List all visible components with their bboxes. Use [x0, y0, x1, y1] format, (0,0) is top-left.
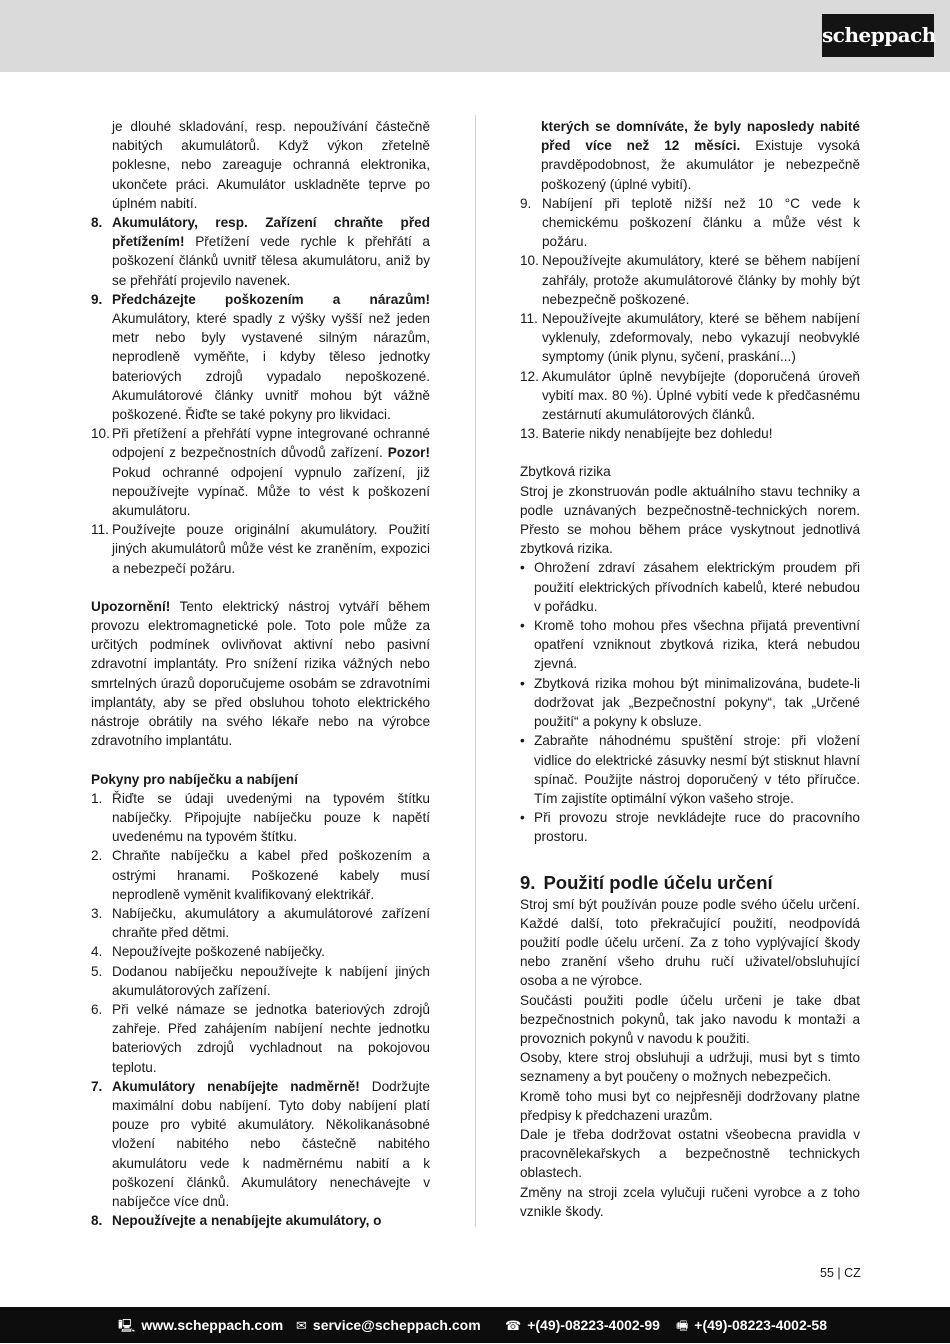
- item-text: Nepoužívejte akumulátory, které se během nabíjení zahřály, protože akumulátorové články by mohly být nebezpečně poškozené.: [542, 253, 860, 307]
- left-column: [91, 117, 430, 1230]
- item-text: Při přetížení a přehřátí vypne integrované ochranné odpojení z bezpečnostních důvodů zařízení.: [112, 426, 430, 461]
- item-text: Nabíjení při teplotě nižší než 10 °C vede k chemickému poškození článku a může vést k požáru.: [542, 195, 860, 250]
- item-number: 6.: [91, 1001, 103, 1017]
- section-paragraph: Kromě toho musi byt co nejpřesněji dodržovany platne předpisy k předchazeni urazům.: [520, 1088, 860, 1123]
- item-number: 11.: [520, 311, 538, 327]
- charger-heading: [91, 770, 430, 789]
- section-number: 9.: [520, 871, 536, 893]
- list-item: [91, 1211, 430, 1230]
- item-text: Existuje vysoká pravděpodobnost, že akumulátor je nebezpečně poškozený (úplné vybití).: [541, 138, 860, 192]
- item-text: Přetížení vede rychle k přehřátí a poškození článků uvnitř tělesa akumulátoru, aniž by se přehřátí projevilo navenek.: [112, 234, 430, 288]
- item-number: 11.: [91, 522, 109, 538]
- bullet-icon: •: [520, 733, 525, 749]
- item-number: 10.: [520, 253, 539, 269]
- bullet-text: Zbytková rizika mohou být minimalizována, budete-li dodržovat jak „Bezpečnostní pokyny“, tak „Určené použití“ a pokyny k obsluze.: [534, 675, 860, 730]
- list-item: [91, 962, 430, 1000]
- footer-phone[interactable]: [505, 1307, 660, 1344]
- item-number: 7.: [91, 1078, 103, 1094]
- footer-web-text[interactable]: www.scheppach.com: [141, 1317, 284, 1333]
- page-number: 55 | CZ: [820, 1266, 861, 1280]
- bullet-icon: •: [520, 810, 525, 826]
- list-item: [91, 846, 430, 904]
- list-item-continuation: je dlouhé skladování, resp. nepoužívání částečně nabitých akumulátorů. Když výkon zřetelně poklesne, nebo zareaguje ochranná elektronika, ukončete práci. Akumulátor uskladněte teprve po úplném nabití.: [112, 119, 430, 211]
- footer-fax-text: +(49)-08223-4002-58: [694, 1317, 827, 1333]
- item-emphasis: Akumulátory nenabíjejte nadměrně!: [112, 1078, 360, 1094]
- item-emphasis: Předcházejte poškozením a nárazům!: [112, 291, 430, 307]
- list-item: [520, 194, 860, 252]
- item-number: 12.: [520, 368, 539, 384]
- fax-icon: 🖷: [676, 1318, 689, 1333]
- telephone-icon: ☎: [505, 1318, 522, 1333]
- item-text: Nepoužívejte poškozené nabíječky.: [112, 944, 325, 960]
- section-paragraph: Změny na stroji zcela vylučuji ručeni vyrobce a z toho vznikle škody.: [520, 1184, 860, 1219]
- item-text: Dodržujte maximální dobu nabíjení. Tyto doby nabíjení platí pouze pro vybité akumulátory. Několikanásobné vložení nabitého nebo částečně nabitého akumulátoru vede k nadměrnému nabití a k poškození článků. Akumulátory nenechávejte v nabíječce více dnů.: [112, 1078, 430, 1209]
- column-divider: [475, 115, 476, 1227]
- item-text: Nabíječku, akumulátory a akumulátorové zařízení chraňte před dětmi.: [112, 905, 430, 941]
- item-number: 3.: [91, 905, 103, 921]
- item-text: Akumulátory, které spadly z výšky vyšší než jeden metr nebo byly vystavené silným nárazům, neprodleně vyměňte, i kdyby těleso jednotky bateriových zdrojů vypadalo nepoškozené. Akumulátorové články uvnitř mohou být vážně poškozené. Řiďte se také pokyny pro likvidaci.: [112, 311, 430, 423]
- item-number: 9.: [520, 195, 532, 211]
- item-text: Používejte pouze originální akumulátory. Použití jiných akumulátorů může vést ke zraněním, expozici a nebezpečí požáru.: [112, 522, 430, 576]
- item-text: Dodanou nabíječku nepoužívejte k nabíjení jiných akumulátorových zařízení.: [112, 963, 430, 998]
- bullet-text: Při provozu stroje nevkládejte ruce do pracovního prostoru.: [534, 810, 860, 845]
- item-emphasis: Akumulátory, resp. Zařízení chraňte před přetížením!: [112, 215, 430, 250]
- item-text: Při velké námaze se jednotka bateriových zdrojů zahřeje. Před zahájením nabíjení nechte jednotku bateriových zdrojů vychladnout na pokojovou teplotu.: [112, 1001, 430, 1075]
- list-item: [91, 290, 430, 424]
- item-number: 2.: [91, 848, 103, 864]
- item-number: 4.: [91, 944, 103, 960]
- warning-paragraph: [91, 597, 430, 751]
- warning-label: Upozornění!: [91, 598, 171, 614]
- item-text: Pokud ochranné odpojení vypnulo zařízení, již nepoužívejte vypínač. Může to vést k poškození akumulátoru.: [112, 464, 430, 519]
- bullet-icon: •: [520, 618, 525, 634]
- item-text: Chraňte nabíječku a kabel před poškozením a ostrými hranami. Poškozené kabely musí neprodleně vyměnit kvalifikovaný elektrikář.: [112, 848, 430, 902]
- bullet-text: Ohrožení zdraví zásahem elektrickým proudem při použití elektrických přívodních kabelů, které nebudou v pořádku.: [534, 560, 860, 614]
- list-item: [91, 904, 430, 942]
- item-emphasis: Nepoužívejte a nenabíjejte akumulátory, o: [112, 1213, 382, 1229]
- bullet-item: [520, 674, 860, 732]
- item-text: Nepoužívejte akumulátory, které se během nabíjení vyklenuly, zdeformovaly, nebo vykazují neobvyklé symptomy (únik plynu, syčení, praskání...): [542, 311, 860, 365]
- list-item: [520, 424, 860, 443]
- right-column: [520, 117, 860, 1221]
- bullet-text: Zabraňte náhodnému spuštění stroje: při vložení vidlice do elektrické zásuvky nesmí být stisknut hlavní spínač. Použijte nástroj doporučený v této příručce. Tím zajistíte optimální výkon vašeho stroje.: [534, 733, 860, 806]
- charger-heading-text: Pokyny pro nabíječku a nabíjení: [91, 771, 298, 787]
- list-item: [520, 367, 860, 425]
- bullet-icon: •: [520, 675, 525, 691]
- brand-logo: scheppach: [822, 14, 934, 57]
- section-title: Použití podle účelu určení: [543, 871, 773, 893]
- section-paragraph: Stroj smí být používán pouze podle svého účelu určení. Každé další, toto překračující použití, neodpovídá použití podle účelu určení. Za z toho vyplývající škody nebo zranění všeho druhu ručí uživatel/obsluhující osoba a ne výrobce.: [520, 896, 860, 989]
- item-number: 13.: [520, 426, 539, 442]
- item-number: 1.: [91, 790, 103, 806]
- residual-intro: Stroj je zkonstruován podle aktuálního stavu techniky a podle uznávaných bezpečnostně-technických norem. Přesto se mohou během práce vyskytnout jednotlivá zbytková rizika.: [520, 483, 860, 557]
- list-item: [91, 942, 430, 961]
- residual-heading: Zbytková rizika: [520, 464, 611, 480]
- list-item: [91, 520, 430, 578]
- item-text: Akumulátor úplně nevybíjejte (doporučená úroveň vybití max. 80 %). Úplné vybití vede k předčasnému zestárnutí akumulátorových článků.: [542, 368, 860, 423]
- bullet-item: [520, 808, 860, 846]
- bullet-item: [520, 731, 860, 808]
- item-emphasis: kterých se domníváte, že byly naposledy nabité před více než 12 měsíci.: [541, 119, 860, 154]
- bullet-icon: •: [520, 560, 525, 576]
- list-item: [91, 213, 430, 290]
- item-number: 10.: [91, 426, 110, 442]
- section-paragraph: Dale je třeba dodržovat ostatni všeobecna pravidla v pracovnělekařskych a bezpečnostně technickych oblastech.: [520, 1126, 860, 1181]
- bullet-text: Kromě toho mohou přes všechna přijatá preventivní opatření vzniknout zbytková rizika, která nebudou zjevná.: [534, 618, 860, 672]
- bullet-item: [520, 558, 860, 616]
- item-text: Baterie nikdy nenabíjejte bez dohledu!: [542, 426, 773, 442]
- footer-email-text[interactable]: service@scheppach.com: [312, 1317, 481, 1333]
- item-number: 9.: [91, 291, 103, 307]
- section-paragraph: Osoby, ktere stroj obsluhuji a udržuji, musi byt s timto seznameny a byt poučeny o možnych nebezpečich.: [520, 1050, 860, 1085]
- footer-phone-text[interactable]: +(49)-08223-4002-99: [527, 1317, 660, 1333]
- warning-text: Tento elektrický nástroj vytváří během provozu elektromagnetické pole. Toto pole může za určitých podmínek ovlivňovat aktivní nebo pasivní zdravotní implantáty. Pro snížení rizika vážných nebo smrtelných úrazů doporučujeme osobám se zdravotními implantáty, aby se před obsluhou tohoto elektrického nástroje obrátily na svého lékaře nebo na výrobce zdravotního implantátu.: [91, 598, 430, 749]
- list-item: [91, 1077, 430, 1211]
- list-item: [91, 1000, 430, 1077]
- item-emphasis: Pozor!: [387, 445, 430, 461]
- footer-bar: [0, 1307, 950, 1343]
- computer-icon: 🖳: [118, 1318, 136, 1333]
- list-item: [520, 251, 860, 309]
- item-text: Řiďte se údaji uvedenými na typovém štítku nabíječky. Připojujte nabíječku pouze k napětí uvedenému na typovém štítku.: [112, 790, 430, 845]
- footer-fax: [676, 1307, 827, 1344]
- footer-email[interactable]: [296, 1307, 481, 1344]
- bullet-item: [520, 616, 860, 674]
- list-item: [91, 789, 430, 847]
- item-number: 8.: [91, 1213, 103, 1229]
- item-number: 8.: [91, 215, 103, 231]
- item-number: 5.: [91, 963, 103, 979]
- section-heading: [520, 871, 860, 895]
- list-item-continuation: [520, 117, 860, 194]
- section-paragraph: Součásti použiti podle účelu určeni je take dbat bezpečnostnich pokynů, tak jako navodu k montaži a provoznich pokynů v navodu k použiti.: [520, 992, 860, 1046]
- list-item: [520, 309, 860, 367]
- envelope-icon: ✉: [296, 1318, 307, 1333]
- list-item: [91, 424, 430, 520]
- footer-web[interactable]: [118, 1307, 283, 1344]
- header-band: [0, 0, 950, 72]
